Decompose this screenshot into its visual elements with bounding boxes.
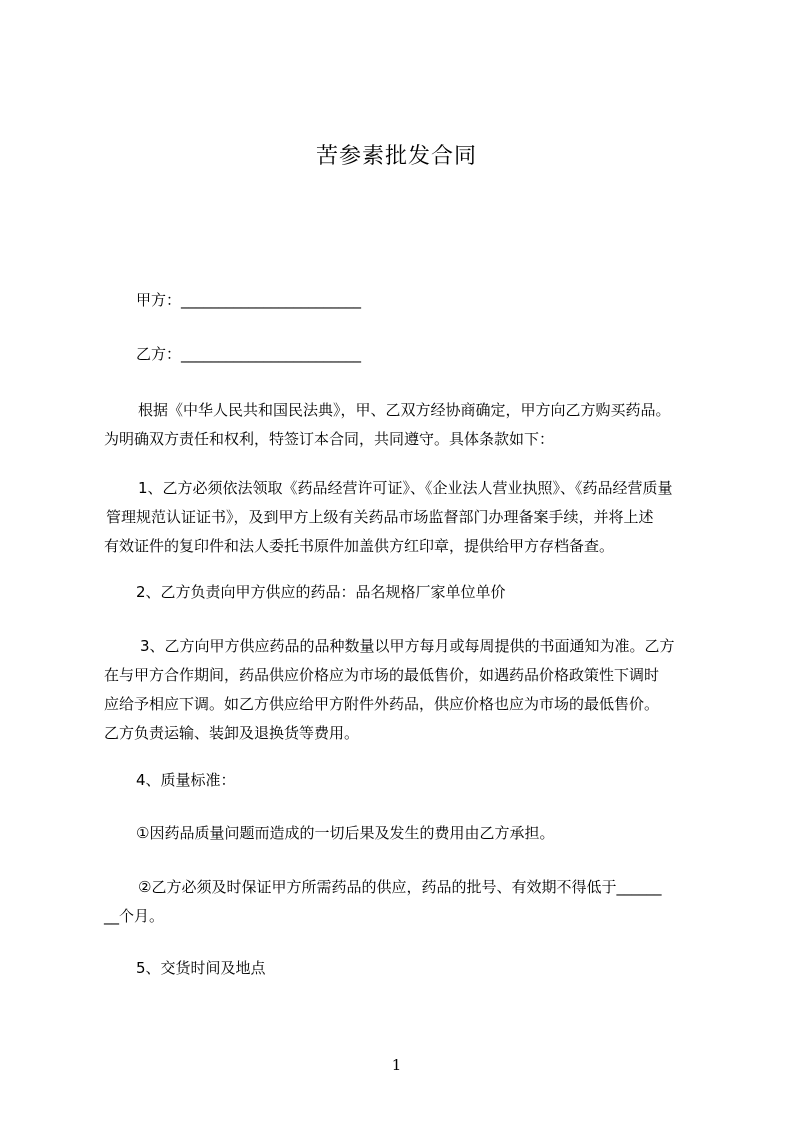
party-b-line: 乙方：________________________: [136, 345, 362, 363]
party-a-line: 甲方：________________________: [136, 291, 362, 309]
intro-line-2: 为明确双方责任和权利，特签订本合同，共同遵守。具体条款如下：: [104, 430, 555, 448]
clause-5: 5、交货时间及地点: [136, 959, 266, 977]
clause-1-line-1: 1、乙方必须依法领取《药品经营许可证》、《企业法人营业执照》、《药品经营质量: [138, 479, 673, 497]
clause-4: 4、质量标准：: [136, 771, 236, 789]
clause-3-line-4: 乙方负责运输、装卸及退换货等费用。: [104, 724, 360, 742]
clause-4-item-2-line-2: __个月。: [104, 907, 165, 925]
clause-4-item-2-line-1: ②乙方必须及时保证甲方所需药品的供应，药品的批号、有效期不得低于______: [138, 878, 662, 896]
clause-1-line-2: 管理规范认证证书》，及到甲方上级有关药品市场监督部门办理备案手续，并将上述: [106, 508, 654, 526]
document-title: 苦参素批发合同: [315, 144, 477, 169]
intro-line-1: 根据《中华人民共和国民法典》，甲、乙双方经协商确定，甲方向乙方购买药品。: [138, 401, 671, 419]
clause-4-item-2: [104, 873, 716, 931]
clause-4-item-1: ①因药品质量问题而造成的一切后果及发生的费用由乙方承担。: [136, 824, 555, 842]
intro-paragraph: [104, 396, 716, 454]
page-number: 1: [391, 1056, 402, 1074]
clause-1-line-3: 有效证件的复印件和法人委托书原件加盖供方红印章，提供给甲方存档备查。: [104, 537, 615, 555]
clause-1: [104, 474, 716, 561]
clause-3-line-2: 在与甲方合作期间，药品供应价格应为市场的最低售价，如遇药品价格政策性下调时: [104, 666, 660, 684]
clause-2: 2、乙方负责向甲方供应的药品：品名规格厂家单位单价: [136, 583, 506, 601]
clause-3-line-3: 应给予相应下调。如乙方供应给甲方附件外药品，供应价格也应为市场的最低售价。: [104, 695, 660, 713]
clause-3-line-1: 3、乙方向甲方供应药品的品种数量以甲方每月或每周提供的书面通知为准。乙方: [140, 637, 675, 655]
clause-3: [104, 632, 716, 748]
